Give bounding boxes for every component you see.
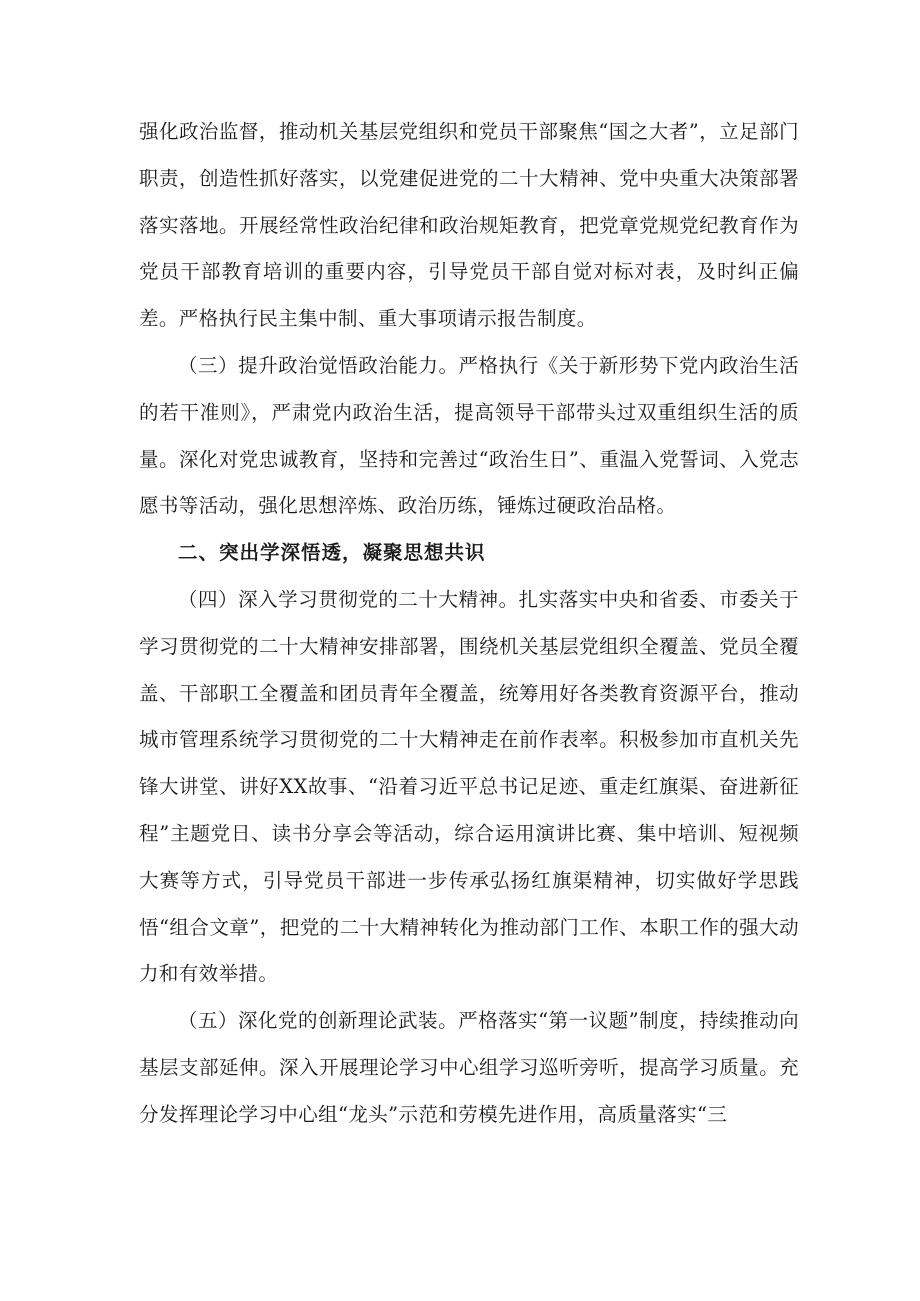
body-paragraph: 强化政治监督，推动机关基层党组织和党员干部聚焦“国之大者”，立足部门职责，创造性抓好落实，以党建促进党的二十大精神、党中央重大决策部署落实落地。开展经常性政治纪律和政治规矩教育，把党章党规党纪教育作为党员干部教育培训的重要内容，引导党员干部自觉对标对表，及时纠正偏差。严格执行民主集中制、重大事项请示报告制度。: [139, 120, 799, 331]
section-heading: 二、突出学深悟透，凝聚思想共识: [178, 541, 486, 565]
body-paragraph: （五）深化党的创新理论武装。严格落实“第一议题”制度，持续推动向基层支部延伸。深入开展理论学习中心组学习巡听旁听，提高学习质量。充分发挥理论学习中心组“龙头”示范和劳模先进作用，高质量落实“三: [139, 1009, 799, 1126]
body-paragraph: （四）深入学习贯彻党的二十大精神。扎实落实中央和省委、市委关于学习贯彻党的二十大精神安排部署，围绕机关基层党组织全覆盖、党员全覆盖、干部职工全覆盖和团员青年全覆盖，统筹用好各类教育资源平台，推动城市管理系统学习贯彻党的二十大精神走在前作表率。积极参加市直机关先锋大讲堂、讲好XX故事、“沿着习近平总书记足迹、重走红旗渠、奋进新征程”主题党日、读书分享会等活动，综合运用演讲比赛、集中培训、短视频大赛等方式，引导党员干部进一步传承弘扬红旗渠精神，切实做好学思践悟“组合文章”，把党的二十大精神转化为推动部门工作、本职工作的强大动力和有效举措。: [139, 587, 799, 986]
body-paragraph: （三）提升政治觉悟政治能力。严格执行《关于新形势下党内政治生活的若干准则》，严肃党内政治生活，提高领导干部带头过双重组织生活的质量。深化对党忠诚教育，坚持和完善过“政治生日”、重温入党誓词、入党志愿书等活动，强化思想淬炼、政治历练，锤炼过硬政治品格。: [139, 353, 799, 518]
document-page: [139, 109, 799, 1139]
